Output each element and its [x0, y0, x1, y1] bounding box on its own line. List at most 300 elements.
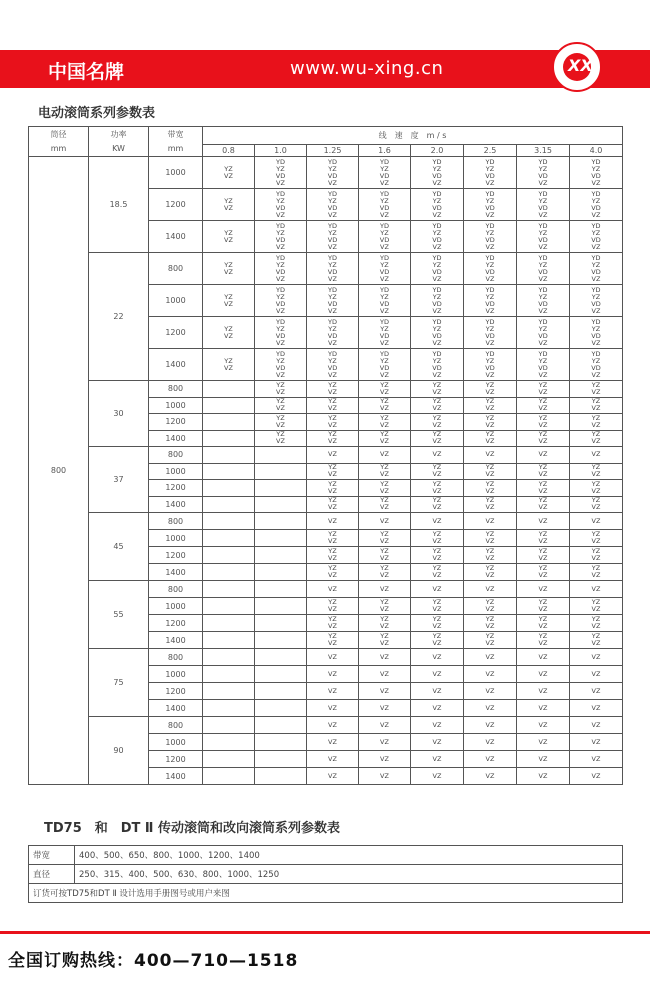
- cell-model: YZ VZ: [255, 381, 307, 398]
- cell-model: YZ VZ: [307, 530, 359, 547]
- cell-model: VZ: [359, 768, 411, 785]
- cell-model: VZ: [359, 734, 411, 751]
- cell-power: 18.5: [89, 157, 149, 253]
- cell-model: VZ: [411, 683, 464, 700]
- cell-model: YZ VZ: [411, 414, 464, 431]
- cell-model: YD YZ VD VZ: [411, 221, 464, 253]
- cell-model: YD YZ VD VZ: [517, 189, 570, 221]
- cell-model: YZ VZ: [517, 615, 570, 632]
- cell-model: YD YZ VD VZ: [307, 285, 359, 317]
- cell-model: YZ VZ: [517, 414, 570, 431]
- cell-model: YZ VZ: [464, 430, 517, 447]
- cell-model: VZ: [359, 581, 411, 598]
- cell-model: VZ: [411, 447, 464, 464]
- cell-model: [203, 666, 255, 683]
- cell-model: [255, 598, 307, 615]
- cell-model: YZ VZ: [517, 381, 570, 398]
- cell-model: YZ VZ: [570, 430, 623, 447]
- cell-model: [203, 581, 255, 598]
- cell-model: YD YZ VD VZ: [411, 285, 464, 317]
- table1-title: 电动滚筒系列参数表: [38, 106, 156, 121]
- row-value-width: 400、500、650、800、1000、1200、1400: [75, 846, 623, 865]
- cell-model: YZ VZ: [359, 397, 411, 414]
- cell-model: VZ: [517, 751, 570, 768]
- cell-model: YZ VZ: [517, 547, 570, 564]
- cell-model: YD YZ VD VZ: [464, 157, 517, 189]
- cell-belt-width: 800: [149, 717, 203, 734]
- cell-belt-width: 1000: [149, 530, 203, 547]
- cell-model: VZ: [307, 751, 359, 768]
- cell-model: YZ VZ: [307, 615, 359, 632]
- cell-model: YZ VZ: [570, 414, 623, 431]
- electric-drum-table: [28, 126, 622, 781]
- cell-model: [203, 513, 255, 530]
- cell-power: 45: [89, 513, 149, 581]
- cell-model: YZ VZ: [307, 430, 359, 447]
- cell-model: [255, 463, 307, 480]
- cell-model: YZ VZ: [517, 463, 570, 480]
- cell-belt-width: 800: [149, 447, 203, 464]
- cell-model: VZ: [570, 700, 623, 717]
- cell-model: [203, 414, 255, 431]
- col-header-speed-value: 1.0: [255, 145, 307, 157]
- cell-model: YZ VZ: [464, 397, 517, 414]
- cell-model: YZ VZ: [359, 598, 411, 615]
- cell-model: VZ: [464, 666, 517, 683]
- cell-model: YD YZ VD VZ: [517, 349, 570, 381]
- table-row: [29, 717, 623, 734]
- table-row: [29, 649, 623, 666]
- cell-model: VZ: [411, 666, 464, 683]
- table-row: [29, 846, 623, 865]
- cell-model: VZ: [411, 751, 464, 768]
- cell-model: [255, 768, 307, 785]
- cell-model: YZ VZ: [464, 530, 517, 547]
- cell-model: YD YZ VD VZ: [359, 285, 411, 317]
- cell-model: [203, 598, 255, 615]
- cell-power: 90: [89, 717, 149, 785]
- cell-model: VZ: [517, 513, 570, 530]
- pulley-spec-table: [28, 845, 623, 903]
- logo-emblem-icon: [563, 53, 591, 81]
- cell-model: [203, 381, 255, 398]
- cell-model: YZ VZ: [359, 414, 411, 431]
- cell-model: YZ VZ: [411, 496, 464, 513]
- cell-model: [203, 447, 255, 464]
- cell-model: YZ VZ: [359, 615, 411, 632]
- cell-model: YZ VZ: [307, 480, 359, 497]
- cell-model: YZ VZ: [517, 397, 570, 414]
- cell-model: YZ VZ: [464, 381, 517, 398]
- cell-model: [203, 700, 255, 717]
- cell-model: VZ: [307, 513, 359, 530]
- cell-belt-width: 800: [149, 381, 203, 398]
- table-row: [29, 447, 623, 464]
- cell-model: VZ: [411, 581, 464, 598]
- cell-model: [203, 430, 255, 447]
- cell-model: VZ: [359, 700, 411, 717]
- cell-model: YZ VZ: [359, 632, 411, 649]
- cell-model: VZ: [517, 768, 570, 785]
- cell-model: VZ: [359, 751, 411, 768]
- cell-model: [255, 513, 307, 530]
- cell-belt-width: 1000: [149, 285, 203, 317]
- col-header-speed-value: 4.0: [570, 145, 623, 157]
- cell-model: VZ: [359, 666, 411, 683]
- cell-model: YZ VZ: [203, 189, 255, 221]
- cell-model: YD YZ VD VZ: [255, 253, 307, 285]
- cell-model: [203, 615, 255, 632]
- cell-model: YD YZ VD VZ: [517, 157, 570, 189]
- cell-model: YZ VZ: [359, 430, 411, 447]
- cell-model: YZ VZ: [255, 397, 307, 414]
- cell-model: YD YZ VD VZ: [255, 157, 307, 189]
- cell-model: [255, 734, 307, 751]
- cell-model: YZ VZ: [203, 221, 255, 253]
- cell-model: VZ: [464, 751, 517, 768]
- cell-model: VZ: [464, 700, 517, 717]
- cell-model: YD YZ VD VZ: [517, 317, 570, 349]
- cell-model: YD YZ VD VZ: [411, 317, 464, 349]
- cell-model: YZ VZ: [570, 496, 623, 513]
- cell-power: 30: [89, 381, 149, 447]
- cell-belt-width: 1200: [149, 189, 203, 221]
- cell-model: VZ: [411, 717, 464, 734]
- cell-model: VZ: [307, 447, 359, 464]
- cell-model: YZ VZ: [411, 530, 464, 547]
- cell-model: YZ VZ: [464, 615, 517, 632]
- cell-model: VZ: [570, 581, 623, 598]
- cell-model: YZ VZ: [570, 381, 623, 398]
- cell-model: YD YZ VD VZ: [464, 349, 517, 381]
- cell-model: YD YZ VD VZ: [359, 253, 411, 285]
- cell-model: [255, 530, 307, 547]
- cell-belt-width: 1000: [149, 734, 203, 751]
- cell-belt-width: 1200: [149, 317, 203, 349]
- cell-model: [203, 480, 255, 497]
- cell-model: YZ VZ: [464, 632, 517, 649]
- cell-model: YZ VZ: [307, 564, 359, 581]
- cell-model: VZ: [570, 751, 623, 768]
- cell-model: YD YZ VD VZ: [255, 317, 307, 349]
- cell-model: VZ: [359, 513, 411, 530]
- cell-model: YD YZ VD VZ: [255, 189, 307, 221]
- cell-model: YZ VZ: [307, 496, 359, 513]
- table-row: [29, 253, 623, 285]
- cell-model: YZ VZ: [570, 530, 623, 547]
- cell-belt-width: 1200: [149, 615, 203, 632]
- cell-model: YZ VZ: [517, 496, 570, 513]
- cell-belt-width: 1400: [149, 221, 203, 253]
- cell-model: VZ: [570, 447, 623, 464]
- cell-model: VZ: [570, 768, 623, 785]
- cell-power: 75: [89, 649, 149, 717]
- cell-model: YZ VZ: [411, 397, 464, 414]
- cell-belt-width: 1200: [149, 683, 203, 700]
- cell-belt-width: 1400: [149, 349, 203, 381]
- cell-model: YZ VZ: [464, 564, 517, 581]
- cell-model: VZ: [517, 581, 570, 598]
- cell-belt-width: 1200: [149, 547, 203, 564]
- cell-model: VZ: [517, 666, 570, 683]
- col-header-width: 带宽 mm: [149, 127, 203, 157]
- website-link[interactable]: www.wu-xing.cn: [290, 58, 444, 79]
- cell-model: VZ: [464, 734, 517, 751]
- row-label-width: 带宽: [29, 846, 75, 865]
- cell-model: VZ: [359, 683, 411, 700]
- cell-model: VZ: [570, 666, 623, 683]
- col-header-speed: 线 速 度 m / s: [203, 127, 623, 145]
- cell-model: VZ: [411, 649, 464, 666]
- cell-model: VZ: [411, 700, 464, 717]
- cell-model: VZ: [307, 734, 359, 751]
- brand-logo: [552, 42, 602, 92]
- cell-model: [255, 717, 307, 734]
- cell-model: YD YZ VD VZ: [307, 221, 359, 253]
- cell-model: YD YZ VD VZ: [570, 317, 623, 349]
- col-header-speed-value: 1.25: [307, 145, 359, 157]
- cell-model: YD YZ VD VZ: [359, 349, 411, 381]
- cell-model: YZ VZ: [570, 480, 623, 497]
- cell-model: [203, 683, 255, 700]
- cell-model: [255, 447, 307, 464]
- cell-model: [203, 649, 255, 666]
- col-header-speed-value: 2.0: [411, 145, 464, 157]
- cell-model: YD YZ VD VZ: [255, 349, 307, 381]
- cell-model: YZ VZ: [517, 564, 570, 581]
- cell-belt-width: 1400: [149, 700, 203, 717]
- cell-model: VZ: [517, 717, 570, 734]
- cell-model: [203, 496, 255, 513]
- cell-model: [203, 734, 255, 751]
- cell-model: YZ VZ: [307, 381, 359, 398]
- pulley-table: [28, 845, 622, 903]
- cell-model: YZ VZ: [359, 480, 411, 497]
- cell-model: YD YZ VD VZ: [255, 221, 307, 253]
- cell-model: [255, 581, 307, 598]
- cell-model: YZ VZ: [570, 632, 623, 649]
- cell-model: YZ VZ: [517, 430, 570, 447]
- cell-model: VZ: [359, 717, 411, 734]
- cell-belt-width: 1200: [149, 414, 203, 431]
- cell-model: YD YZ VD VZ: [570, 349, 623, 381]
- cell-power: 37: [89, 447, 149, 513]
- cell-model: YZ VZ: [307, 397, 359, 414]
- row-value-diameter: 250、315、400、500、630、800、1000、1250: [75, 865, 623, 884]
- cell-belt-width: 1400: [149, 496, 203, 513]
- table-row: [29, 884, 623, 903]
- cell-model: YD YZ VD VZ: [411, 189, 464, 221]
- cell-model: YZ VZ: [570, 463, 623, 480]
- cell-model: YD YZ VD VZ: [570, 253, 623, 285]
- cell-model: VZ: [464, 581, 517, 598]
- cell-model: YD YZ VD VZ: [411, 349, 464, 381]
- cell-model: VZ: [517, 683, 570, 700]
- table2-title: TD75 和 DT Ⅱ 传动滚筒和改向滚筒系列参数表: [44, 821, 341, 836]
- cell-model: YZ VZ: [307, 632, 359, 649]
- logo-text: XX: [568, 56, 593, 75]
- cell-model: VZ: [307, 649, 359, 666]
- cell-model: VZ: [464, 683, 517, 700]
- order-note: 订货可按TD75和DT Ⅱ 设计选用手册图号或用户来图: [29, 884, 623, 903]
- cell-model: YD YZ VD VZ: [517, 253, 570, 285]
- cell-model: [255, 751, 307, 768]
- cell-model: [255, 632, 307, 649]
- col-header-power: 功率 KW: [89, 127, 149, 157]
- cell-belt-width: 1400: [149, 768, 203, 785]
- cell-model: VZ: [307, 717, 359, 734]
- cell-model: [203, 547, 255, 564]
- col-header-speed-value: 3.15: [517, 145, 570, 157]
- cell-model: YZ VZ: [570, 397, 623, 414]
- cell-model: YD YZ VD VZ: [570, 157, 623, 189]
- cell-model: VZ: [307, 581, 359, 598]
- cell-model: [255, 615, 307, 632]
- cell-model: VZ: [411, 513, 464, 530]
- cell-model: [255, 480, 307, 497]
- cell-model: YD YZ VD VZ: [517, 285, 570, 317]
- cell-belt-width: 800: [149, 513, 203, 530]
- footer-divider: [0, 931, 650, 934]
- cell-model: YZ VZ: [359, 381, 411, 398]
- table-row: [29, 157, 623, 189]
- cell-model: VZ: [464, 717, 517, 734]
- cell-model: VZ: [464, 649, 517, 666]
- cell-model: YD YZ VD VZ: [411, 157, 464, 189]
- cell-belt-width: 1000: [149, 463, 203, 480]
- cell-model: YZ VZ: [411, 547, 464, 564]
- cell-model: VZ: [359, 649, 411, 666]
- cell-model: YZ VZ: [411, 463, 464, 480]
- cell-model: YZ VZ: [203, 253, 255, 285]
- cell-model: YZ VZ: [307, 598, 359, 615]
- cell-model: YZ VZ: [359, 530, 411, 547]
- cell-model: VZ: [570, 734, 623, 751]
- cell-model: [203, 632, 255, 649]
- cell-power: 55: [89, 581, 149, 649]
- cell-model: YZ VZ: [517, 598, 570, 615]
- cell-model: VZ: [307, 683, 359, 700]
- cell-model: YD YZ VD VZ: [464, 317, 517, 349]
- col-header-speed-value: 1.6: [359, 145, 411, 157]
- spec-table: [28, 126, 623, 785]
- cell-belt-width: 800: [149, 581, 203, 598]
- cell-model: YD YZ VD VZ: [359, 157, 411, 189]
- cell-model: VZ: [517, 649, 570, 666]
- cell-model: YZ VZ: [517, 480, 570, 497]
- cell-model: [203, 751, 255, 768]
- table-row: [29, 513, 623, 530]
- table-row: [29, 381, 623, 398]
- cell-model: YD YZ VD VZ: [464, 189, 517, 221]
- cell-model: YZ VZ: [307, 414, 359, 431]
- cell-belt-width: 1200: [149, 480, 203, 497]
- cell-model: YZ VZ: [517, 632, 570, 649]
- cell-model: YD YZ VD VZ: [570, 189, 623, 221]
- cell-model: YZ VZ: [411, 480, 464, 497]
- cell-model: VZ: [570, 717, 623, 734]
- cell-model: [255, 496, 307, 513]
- cell-model: [255, 649, 307, 666]
- cell-model: VZ: [517, 734, 570, 751]
- cell-model: YD YZ VD VZ: [359, 317, 411, 349]
- cell-model: YZ VZ: [203, 157, 255, 189]
- cell-model: YZ VZ: [464, 414, 517, 431]
- cell-model: YD YZ VD VZ: [359, 189, 411, 221]
- cell-model: VZ: [464, 513, 517, 530]
- cell-model: YD YZ VD VZ: [411, 253, 464, 285]
- cell-model: VZ: [517, 447, 570, 464]
- table-row: [29, 581, 623, 598]
- cell-model: YD YZ VD VZ: [464, 285, 517, 317]
- cell-belt-width: 1400: [149, 430, 203, 447]
- col-header-speed-value: 2.5: [464, 145, 517, 157]
- cell-model: [255, 666, 307, 683]
- cell-model: VZ: [570, 513, 623, 530]
- cell-model: [203, 530, 255, 547]
- cell-model: YZ VZ: [203, 317, 255, 349]
- cell-model: YZ VZ: [359, 564, 411, 581]
- cell-model: VZ: [464, 447, 517, 464]
- row-label-diameter: 直径: [29, 865, 75, 884]
- cell-belt-width: 1400: [149, 632, 203, 649]
- cell-model: [203, 397, 255, 414]
- cell-model: YZ VZ: [464, 547, 517, 564]
- table-row: [29, 865, 623, 884]
- cell-model: YZ VZ: [307, 547, 359, 564]
- cell-belt-width: 1200: [149, 751, 203, 768]
- cell-model: VZ: [307, 700, 359, 717]
- cell-model: YZ VZ: [203, 349, 255, 381]
- cell-model: [203, 768, 255, 785]
- cell-model: YZ VZ: [464, 598, 517, 615]
- cell-model: [203, 463, 255, 480]
- cell-diameter: 800: [29, 157, 89, 785]
- cell-model: YZ VZ: [570, 547, 623, 564]
- cell-model: [255, 564, 307, 581]
- cell-belt-width: 800: [149, 253, 203, 285]
- col-header-speed-value: 0.8: [203, 145, 255, 157]
- cell-model: YZ VZ: [255, 414, 307, 431]
- cell-model: YD YZ VD VZ: [517, 221, 570, 253]
- cell-model: YD YZ VD VZ: [570, 221, 623, 253]
- cell-model: YZ VZ: [359, 463, 411, 480]
- cell-belt-width: 1000: [149, 397, 203, 414]
- cell-model: YZ VZ: [411, 598, 464, 615]
- col-header-diameter: 筒径 mm: [29, 127, 89, 157]
- cell-model: YD YZ VD VZ: [464, 221, 517, 253]
- cell-model: YZ VZ: [411, 632, 464, 649]
- cell-model: YZ VZ: [411, 381, 464, 398]
- cell-model: YD YZ VD VZ: [570, 285, 623, 317]
- cell-model: YZ VZ: [464, 480, 517, 497]
- cell-power: 22: [89, 253, 149, 381]
- cell-model: VZ: [411, 768, 464, 785]
- cell-model: [255, 683, 307, 700]
- cell-belt-width: 1000: [149, 666, 203, 683]
- cell-model: VZ: [570, 649, 623, 666]
- cell-model: VZ: [359, 447, 411, 464]
- cell-belt-width: 800: [149, 649, 203, 666]
- cell-model: VZ: [570, 683, 623, 700]
- cell-model: [255, 700, 307, 717]
- cell-model: YD YZ VD VZ: [307, 317, 359, 349]
- cell-model: YZ VZ: [411, 430, 464, 447]
- cell-model: YZ VZ: [307, 463, 359, 480]
- cell-model: YZ VZ: [255, 430, 307, 447]
- cell-model: VZ: [307, 666, 359, 683]
- hotline-text: 全国订购热线：400—710—1518: [8, 951, 299, 971]
